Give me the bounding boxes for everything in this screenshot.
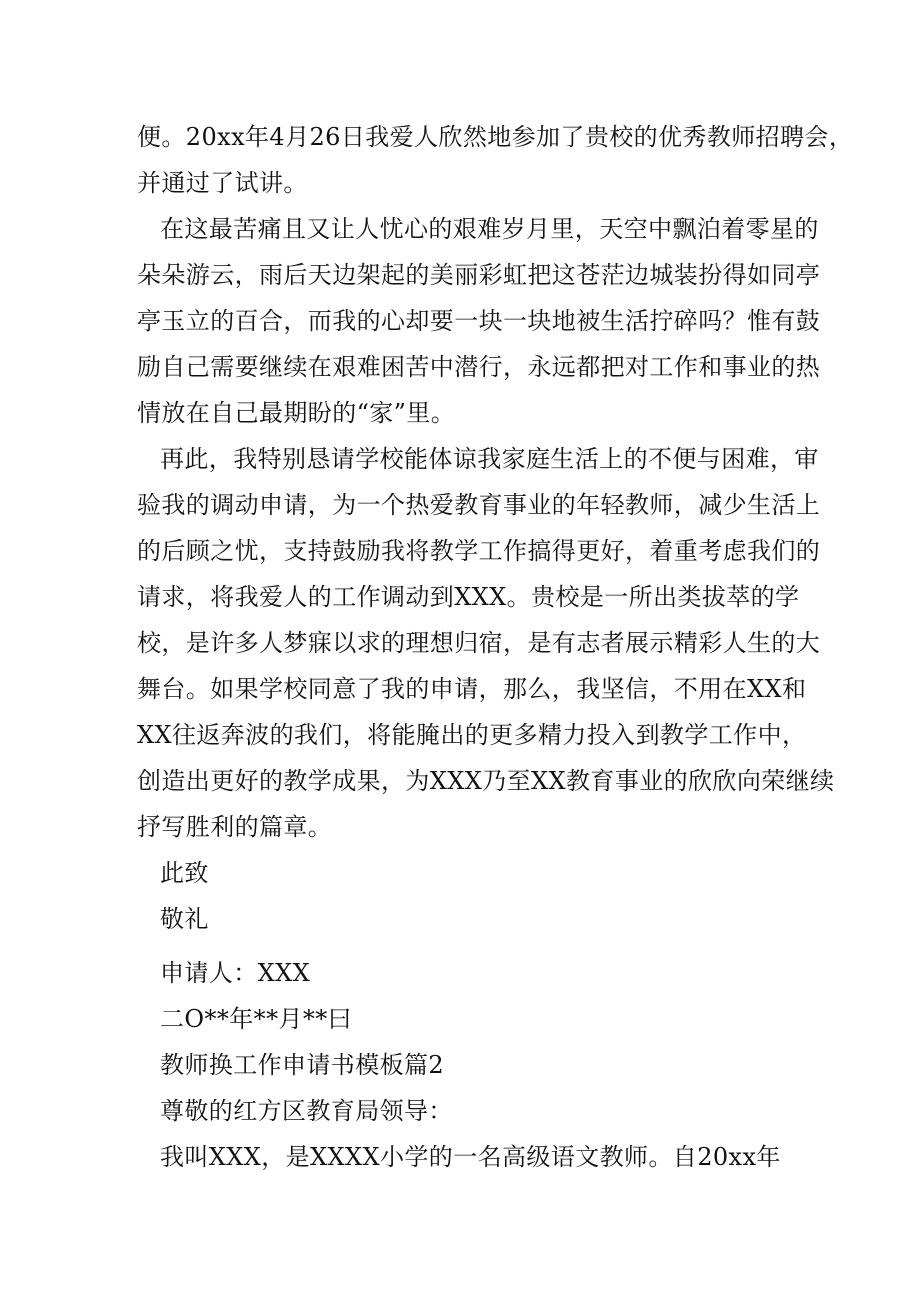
p2-line-2: 朵朵游云，雨后天边架起的美丽彩虹把这苍茫边城装扮得如同亭 <box>137 261 821 289</box>
section-2-title: 教师换工作申请书模板篇2 <box>160 1051 445 1079</box>
p3-line-4: 请求，将我爱人的工作调动到XXX。贵校是一所出类拔萃的学 <box>137 583 800 611</box>
p2-line-3: 亭玉立的百合，而我的心却要一块一块地被生活拧碎吗？惟有鼓 <box>137 307 821 335</box>
closing-salute: 敬礼 <box>160 905 209 933</box>
section-2-addressee: 尊敬的红方区教育局领导： <box>160 1097 453 1125</box>
application-date: 二O**年**月**曰 <box>160 1005 353 1033</box>
applicant-signature: 申请人：XXX <box>160 959 311 987</box>
p1-line-2: 并通过了试讲。 <box>137 169 308 197</box>
p1-line-1: 便。20xx年4月26日我爱人欣然地参加了贵校的优秀教师招聘会， <box>137 123 854 151</box>
p3-line-5: 校，是许多人梦寐以求的理想归宿，是有志者展示精彩人生的大 <box>137 629 821 657</box>
p3-line-6: 舞台。如果学校同意了我的申请，那么，我坚信，不用在XX和 <box>137 675 807 703</box>
closing-greeting: 此致 <box>160 859 209 887</box>
section-2-opening: 我叫XXX，是XXXX小学的一名高级语文教师。自20xx年 <box>160 1143 781 1171</box>
p3-line-8: 创造出更好的教学成果，为XXX乃至XX教育事业的欣欣向荣继续 <box>137 767 835 795</box>
p3-line-1: 再此，我特别恳请学校能体谅我家庭生活上的不便与困难，审 <box>160 445 819 473</box>
p3-line-3: 的后顾之忧，支持鼓励我将教学工作搞得更好，着重考虑我们的 <box>137 537 821 565</box>
p3-line-9: 抒写胜利的篇章。 <box>137 813 333 841</box>
p2-line-1: 在这最苦痛且又让人忧心的艰难岁月里，天空中飘泊着零星的 <box>160 215 819 243</box>
p3-line-2: 验我的调动申请，为一个热爱教育事业的年轻教师，减少生活上 <box>137 491 821 519</box>
p3-line-7: XX往返奔波的我们，将能腌出的更多精力投入到教学工作中， <box>137 721 807 749</box>
p2-line-4: 励自己需要继续在艰难困苦中潜行，永远都把对工作和事业的热 <box>137 353 821 381</box>
p2-line-5: 情放在自己最期盼的“家”里。 <box>137 399 456 427</box>
